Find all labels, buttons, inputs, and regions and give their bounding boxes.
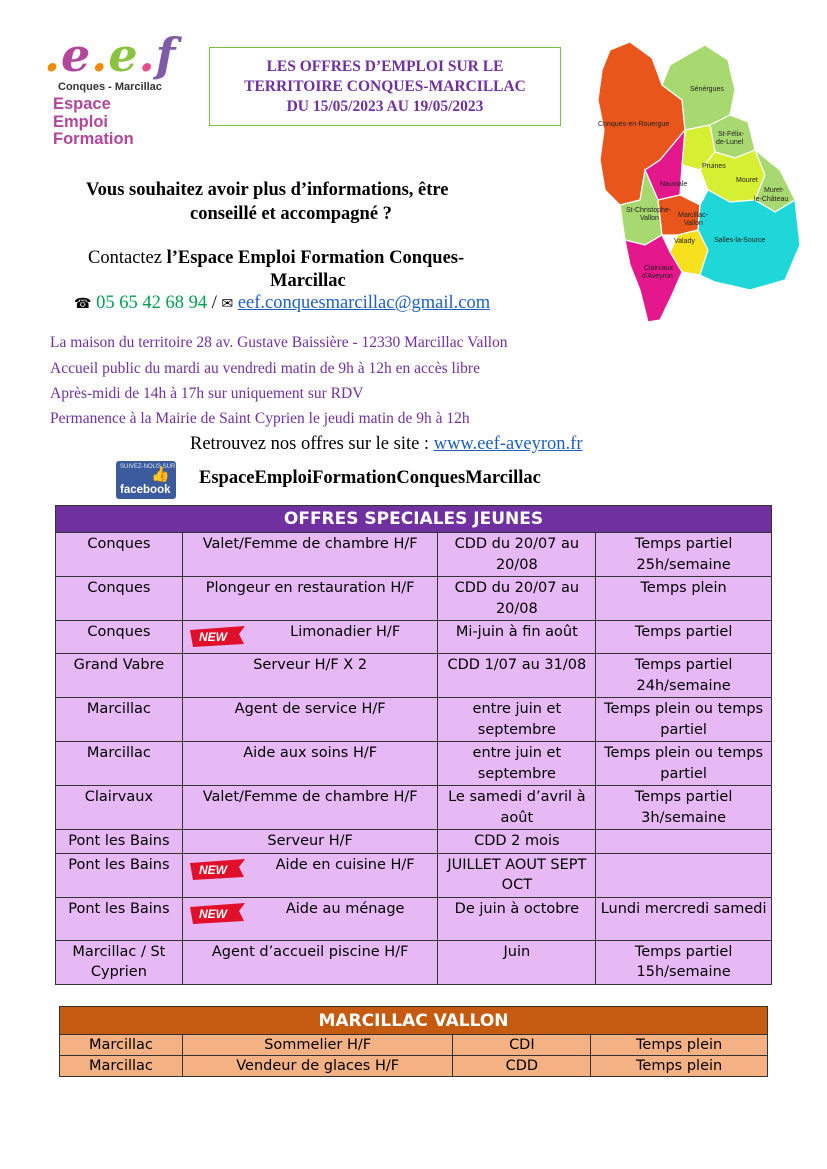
offer-hours-cell: Temps partiel 15h/semaine	[596, 940, 772, 984]
offer-contract-cell: Le samedi d’avril à août	[438, 786, 596, 830]
offer-position-label: Valet/Femme de chambre H/F	[202, 789, 418, 805]
offer-location-cell: Conques	[56, 577, 183, 621]
offer-contract-cell: CDD du 20/07 au 20/08	[438, 533, 596, 577]
new-badge-label: NEW	[198, 906, 227, 921]
youth-table-header: OFFRES SPECIALES JEUNES	[56, 506, 772, 533]
offer-contract-cell: Mi-juin à fin août	[438, 621, 596, 654]
table-row	[56, 742, 772, 786]
new-badge-icon	[187, 857, 247, 881]
contact-line	[88, 248, 464, 269]
offer-location-cell: Pont les Bains	[56, 830, 183, 854]
info-question: Vous souhaitez avoir plus d’informations, être	[86, 180, 449, 200]
offer-position-label: Agent d’accueil piscine H/F	[211, 943, 409, 960]
logo-brand-line: Formation	[53, 130, 134, 148]
offer-position-label: Plongeur en restauration H/F	[205, 580, 415, 596]
map-label: Sénérgues	[690, 86, 724, 93]
offer-hours-cell: Temps plein	[596, 577, 772, 621]
title-line: LES OFFRES D’EMPLOI SUR LE	[266, 57, 504, 75]
map-label: Pruines	[702, 163, 726, 170]
offer-position-cell	[182, 654, 438, 698]
offer-hours-cell: Temps partiel 24h/semaine	[596, 654, 772, 698]
offer-position-label: Serveur H/F	[267, 833, 353, 849]
offer-location-cell: Conques	[56, 533, 183, 577]
offer-position-cell: Sommelier H/F	[182, 1035, 453, 1056]
offer-position-label: Limonadier H/F	[290, 624, 401, 640]
offers-marcillac-table	[59, 1006, 768, 1077]
info-question: conseillé et accompagné ?	[190, 204, 392, 224]
table-row	[56, 533, 772, 577]
offer-position-cell	[182, 533, 438, 577]
map-label: Marcillac-	[678, 212, 708, 219]
offer-hours-cell: Temps partiel 25h/semaine	[596, 533, 772, 577]
marcillac-table-body	[60, 1035, 768, 1077]
table-row	[60, 1056, 768, 1077]
map-label: Mouret	[736, 177, 758, 184]
logo-dot: .	[138, 28, 156, 82]
offer-contract-cell: entre juin et septembre	[438, 742, 596, 786]
youth-table-body	[56, 533, 772, 985]
map-label: de-Lunel	[716, 139, 744, 146]
offer-hours-cell	[596, 853, 772, 897]
contact-details	[74, 293, 490, 314]
logo-letter: e	[61, 28, 92, 82]
offer-position-cell: Vendeur de glaces H/F	[182, 1056, 453, 1077]
new-badge-icon	[187, 901, 247, 925]
offer-position-cell	[182, 830, 438, 854]
facebook-small-text: SUIVEZ-NOUS SUR	[120, 464, 176, 470]
logo-dot: .	[44, 28, 62, 82]
table-row	[56, 577, 772, 621]
eef-logo	[40, 28, 190, 153]
offer-contract-cell: JUILLET AOUT SEPT OCT	[438, 853, 596, 897]
marcillac-table-header: MARCILLAC VALLON	[60, 1007, 768, 1035]
offer-position-label: Aide en cuisine H/F	[275, 856, 415, 873]
facebook-page-name: EspaceEmploiFormationConquesMarcillac	[199, 468, 541, 488]
offer-position-cell	[182, 577, 438, 621]
offer-hours-cell: Temps partiel 3h/semaine	[596, 786, 772, 830]
offer-position-label: Serveur H/F X 2	[253, 657, 368, 673]
offer-hours-cell: Temps plein ou temps partiel	[596, 742, 772, 786]
offer-contract-cell: CDD 2 mois	[438, 830, 596, 854]
map-label: Vallon	[640, 215, 659, 222]
opening-hours-line: Accueil public du mardi au vendredi matin de 9h à 12h en accès libre	[50, 360, 480, 377]
offer-position-cell	[182, 698, 438, 742]
table-row	[56, 654, 772, 698]
offers-youth-table	[55, 505, 772, 985]
map-label: Conques-en-Rouergue	[598, 121, 670, 128]
map-label: St-Félix-	[718, 131, 745, 138]
table-row	[56, 853, 772, 897]
offer-location-cell: Conques	[56, 621, 183, 654]
table-row	[56, 621, 772, 654]
title-line: TERRITOIRE CONQUES-MARCILLAC	[244, 77, 526, 95]
offer-contract-cell: CDD	[453, 1056, 591, 1077]
offer-contract-cell: entre juin et septembre	[438, 698, 596, 742]
title-line: DU 15/05/2023 AU 19/05/2023	[286, 97, 484, 115]
offer-position-cell	[182, 940, 438, 984]
offer-location-cell: Marcillac	[56, 742, 183, 786]
facebook-label: facebook	[120, 484, 171, 496]
table-row	[60, 1035, 768, 1056]
permanence-line: Permanence à la Mairie de Saint Cyprien le jeudi matin de 9h à 12h	[50, 410, 470, 427]
mail-icon: ✉	[221, 297, 234, 312]
contact-prefix: Contactez	[88, 248, 167, 268]
offer-location-cell: Grand Vabre	[56, 654, 183, 698]
map-label: Muret-	[764, 187, 785, 194]
page-title	[209, 47, 561, 126]
new-badge-label: NEW	[198, 630, 227, 644]
offer-contract-cell: CDD 1/07 au 31/08	[438, 654, 596, 698]
facebook-button[interactable]	[116, 461, 176, 499]
offer-position-label: Valet/Femme de chambre H/F	[202, 536, 418, 552]
thumbs-up-icon: 👍	[151, 466, 170, 483]
offer-hours-cell	[596, 830, 772, 854]
new-badge-label: NEW	[198, 862, 227, 877]
phone-icon: ☎	[74, 297, 92, 312]
offer-position-label: Agent de service H/F	[234, 701, 386, 717]
logo-dot: .	[91, 28, 109, 82]
offer-position-label: Aide aux soins H/F	[243, 745, 378, 761]
table-row	[56, 897, 772, 940]
map-label: Valady	[674, 238, 695, 245]
address-line: La maison du territoire 28 av. Gustave Baissière - 12330 Marcillac Vallon	[50, 334, 508, 351]
offer-position-cell	[182, 853, 438, 897]
offer-position-cell	[182, 621, 438, 654]
phone-number[interactable]: 05 65 42 68 94	[96, 293, 208, 313]
table-row	[56, 940, 772, 984]
logo-brand-line: Emploi	[53, 112, 109, 131]
offer-location-cell: Marcillac	[60, 1056, 183, 1077]
offer-position-cell	[182, 742, 438, 786]
table-row	[56, 786, 772, 830]
logo-letter: f	[155, 28, 177, 82]
table-row	[56, 830, 772, 854]
separator: /	[207, 293, 222, 313]
map-label: Salles-la-Source	[714, 237, 766, 244]
map-label: St-Christophe-	[626, 207, 672, 214]
website-link[interactable]: www.eef-aveyron.fr	[433, 434, 583, 454]
contact-org: l’Espace Emploi Formation Conques-	[166, 248, 465, 268]
offer-contract-cell: CDI	[453, 1035, 591, 1056]
map-label: Vallon	[684, 220, 703, 227]
map-label: Clairvaux	[644, 265, 674, 272]
map-label: d'Aveyron	[642, 273, 673, 280]
opening-hours-line: Après-midi de 14h à 17h sur uniquement sur RDV	[50, 385, 364, 402]
offer-contract-cell: CDD du 20/07 au 20/08	[438, 577, 596, 621]
offer-hours-cell: Temps plein	[591, 1056, 768, 1077]
map-label: le-Château	[754, 196, 789, 203]
offer-hours-cell: Temps plein	[591, 1035, 768, 1056]
offer-position-label: Aide au ménage	[285, 900, 405, 917]
email-link[interactable]: eef.conquesmarcillac@gmail.com	[237, 293, 491, 313]
offer-hours-cell: Lundi mercredi samedi	[596, 897, 772, 940]
offer-location-cell: Pont les Bains	[56, 853, 183, 897]
map-label: Nauviale	[660, 181, 688, 188]
territory-map	[590, 40, 805, 325]
offer-contract-cell: Juin	[438, 940, 596, 984]
eef-logo-letters	[44, 28, 176, 82]
offer-location-cell: Clairvaux	[56, 786, 183, 830]
offer-location-cell: Marcillac	[60, 1035, 183, 1056]
offer-hours-cell: Temps partiel	[596, 621, 772, 654]
offer-contract-cell: De juin à octobre	[438, 897, 596, 940]
offer-position-cell	[182, 897, 438, 940]
contact-org-continued: Marcillac	[270, 271, 346, 291]
logo-letter: e	[108, 28, 139, 82]
logo-subtitle: Conques - Marcillac	[58, 81, 162, 93]
website-line	[190, 434, 582, 455]
logo-brand-line: Espace	[53, 95, 111, 113]
logo-brand	[53, 96, 134, 149]
offer-position-cell	[182, 786, 438, 830]
table-row	[56, 698, 772, 742]
offer-location-cell: Marcillac	[56, 698, 183, 742]
offer-location-cell: Marcillac / St Cyprien	[56, 940, 183, 984]
offer-hours-cell: Temps plein ou temps partiel	[596, 698, 772, 742]
website-prefix: Retrouvez nos offres sur le site :	[190, 434, 434, 454]
offer-location-cell: Pont les Bains	[56, 897, 183, 940]
new-badge-icon	[187, 624, 247, 648]
